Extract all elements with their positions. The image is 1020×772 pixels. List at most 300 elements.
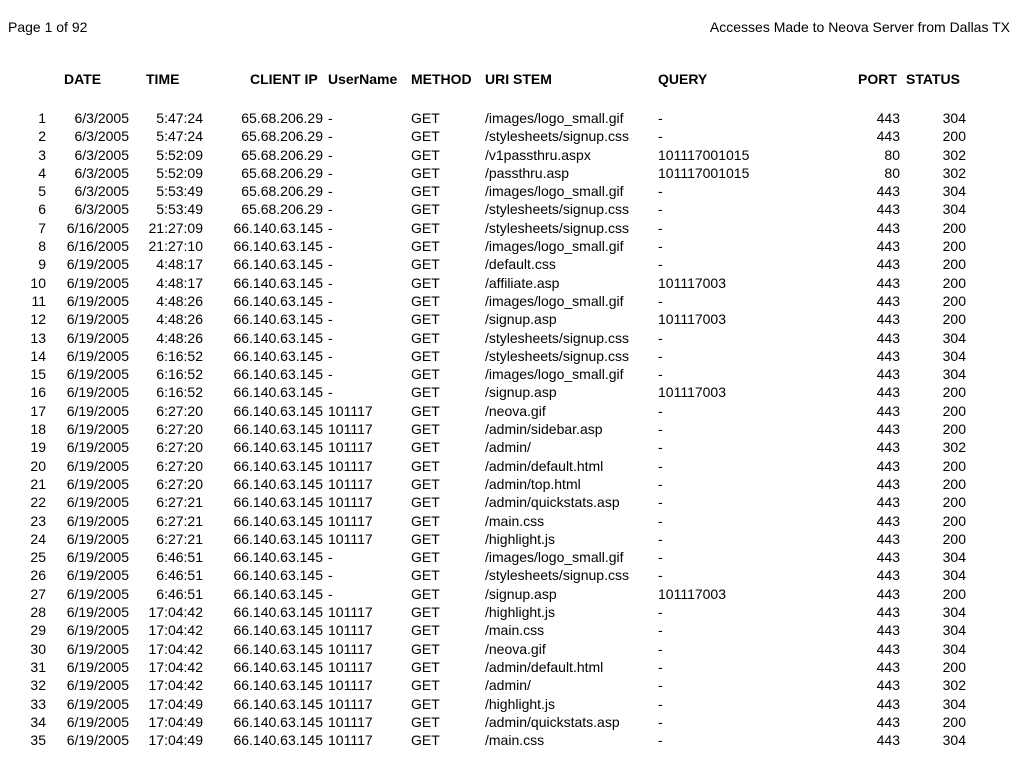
cell-uri-stem: /images/logo_small.gif (485, 238, 624, 255)
cell-query: - (658, 512, 663, 529)
cell-date: 6/19/2005 (66, 421, 129, 438)
cell-time: 4:48:17 (156, 256, 203, 273)
cell-time: 4:48:26 (156, 311, 203, 328)
cell-uri-stem: /admin/ (485, 677, 531, 694)
cell-username: - (328, 384, 333, 401)
cell-client-ip: 66.140.63.145 (233, 402, 323, 419)
table-row (0, 548, 1020, 566)
cell-client-ip: 66.140.63.145 (233, 256, 323, 273)
cell-uri-stem: /signup.asp (485, 311, 557, 328)
row-number: 18 (30, 421, 46, 438)
column-header-client-ip: CLIENT IP (250, 71, 318, 87)
cell-client-ip: 66.140.63.145 (233, 567, 323, 584)
cell-status: 200 (942, 256, 966, 273)
cell-query: - (658, 567, 663, 584)
cell-uri-stem: /stylesheets/signup.css (485, 128, 629, 145)
cell-status: 200 (942, 713, 966, 730)
cell-client-ip: 66.140.63.145 (233, 274, 323, 291)
cell-time: 17:04:42 (148, 640, 203, 657)
cell-client-ip: 66.140.63.145 (233, 347, 323, 364)
cell-port: 443 (876, 329, 900, 346)
access-log-table (0, 109, 1020, 749)
row-number: 12 (30, 311, 46, 328)
cell-query: - (658, 366, 663, 383)
column-header-status: STATUS (906, 71, 960, 87)
cell-port: 443 (876, 713, 900, 730)
table-row (0, 420, 1020, 438)
cell-status: 304 (942, 695, 966, 712)
cell-method: GET (411, 604, 440, 621)
cell-username: 101117 (328, 494, 373, 511)
cell-client-ip: 66.140.63.145 (233, 732, 323, 749)
row-number: 34 (30, 713, 46, 730)
cell-method: GET (411, 732, 440, 749)
cell-time: 6:46:51 (156, 567, 203, 584)
cell-port: 443 (876, 274, 900, 291)
cell-status: 304 (942, 732, 966, 749)
cell-date: 6/19/2005 (66, 457, 129, 474)
cell-time: 5:52:09 (156, 164, 203, 181)
cell-method: GET (411, 128, 440, 145)
cell-username: 101117 (328, 604, 373, 621)
cell-username: 101117 (328, 695, 373, 712)
cell-uri-stem: /signup.asp (485, 585, 557, 602)
cell-status: 200 (942, 274, 966, 291)
cell-uri-stem: /admin/default.html (485, 658, 604, 675)
cell-port: 443 (876, 421, 900, 438)
row-number: 23 (30, 512, 46, 529)
cell-port: 443 (876, 677, 900, 694)
cell-port: 443 (876, 384, 900, 401)
cell-time: 17:04:42 (148, 604, 203, 621)
cell-port: 443 (876, 585, 900, 602)
cell-query: 101117001015 (658, 146, 750, 163)
cell-date: 6/19/2005 (66, 347, 129, 364)
cell-uri-stem: /images/logo_small.gif (485, 549, 624, 566)
cell-time: 21:27:10 (148, 238, 203, 255)
table-row (0, 127, 1020, 145)
cell-time: 5:53:49 (156, 183, 203, 200)
cell-username: - (328, 128, 333, 145)
cell-time: 17:04:42 (148, 658, 203, 675)
cell-time: 21:27:09 (148, 219, 203, 236)
cell-method: GET (411, 238, 440, 255)
table-row (0, 621, 1020, 639)
cell-port: 443 (876, 695, 900, 712)
cell-client-ip: 65.68.206.29 (241, 110, 323, 126)
row-number: 17 (30, 402, 46, 419)
cell-client-ip: 66.140.63.145 (233, 439, 323, 456)
cell-username: 101117 (328, 512, 373, 529)
cell-method: GET (411, 329, 440, 346)
cell-query: - (658, 329, 663, 346)
cell-status: 200 (942, 402, 966, 419)
cell-time: 5:47:24 (156, 110, 203, 126)
cell-username: 101117 (328, 732, 373, 749)
row-number: 5 (38, 183, 46, 200)
cell-port: 443 (876, 549, 900, 566)
row-number: 14 (30, 347, 46, 364)
cell-status: 304 (942, 110, 966, 126)
cell-username: - (328, 219, 333, 236)
table-row (0, 237, 1020, 255)
table-row (0, 658, 1020, 676)
column-headers (0, 71, 1020, 91)
cell-uri-stem: /highlight.js (485, 530, 556, 547)
cell-client-ip: 66.140.63.145 (233, 219, 323, 236)
cell-date: 6/19/2005 (66, 530, 129, 547)
cell-date: 6/19/2005 (66, 512, 129, 529)
cell-port: 443 (876, 311, 900, 328)
cell-status: 304 (942, 201, 966, 218)
cell-uri-stem: /highlight.js (485, 604, 556, 621)
cell-query: - (658, 201, 663, 218)
cell-port: 443 (876, 475, 900, 492)
cell-username: - (328, 146, 333, 163)
table-row (0, 512, 1020, 530)
cell-query: - (658, 256, 663, 273)
cell-query: 101117003 (658, 274, 726, 291)
table-row (0, 493, 1020, 511)
cell-username: - (328, 329, 333, 346)
row-number: 30 (30, 640, 46, 657)
row-number: 3 (38, 146, 46, 163)
table-row (0, 383, 1020, 401)
cell-port: 443 (876, 658, 900, 675)
cell-query: - (658, 604, 663, 621)
table-row (0, 182, 1020, 200)
cell-uri-stem: /admin/default.html (485, 457, 604, 474)
cell-method: GET (411, 622, 440, 639)
cell-client-ip: 66.140.63.145 (233, 585, 323, 602)
row-number: 25 (30, 549, 46, 566)
cell-method: GET (411, 201, 440, 218)
table-row (0, 109, 1020, 127)
cell-port: 443 (876, 110, 900, 126)
row-number: 16 (30, 384, 46, 401)
cell-status: 200 (942, 530, 966, 547)
cell-port: 443 (876, 567, 900, 584)
cell-status: 200 (942, 658, 966, 675)
cell-client-ip: 65.68.206.29 (241, 128, 323, 145)
cell-status: 304 (942, 640, 966, 657)
cell-client-ip: 66.140.63.145 (233, 457, 323, 474)
cell-username: 101117 (328, 622, 373, 639)
cell-method: GET (411, 695, 440, 712)
cell-time: 6:27:20 (156, 475, 203, 492)
cell-method: GET (411, 421, 440, 438)
cell-client-ip: 66.140.63.145 (233, 311, 323, 328)
cell-query: - (658, 530, 663, 547)
cell-date: 6/3/2005 (74, 201, 129, 218)
cell-status: 302 (942, 677, 966, 694)
column-header-username: UserName (328, 71, 398, 87)
cell-username: - (328, 366, 333, 383)
cell-status: 200 (942, 238, 966, 255)
cell-method: GET (411, 439, 440, 456)
cell-method: GET (411, 183, 440, 200)
cell-client-ip: 66.140.63.145 (233, 384, 323, 401)
cell-username: 101117 (328, 402, 373, 419)
cell-uri-stem: /main.css (485, 512, 545, 529)
cell-username: - (328, 164, 333, 181)
cell-time: 6:46:51 (156, 549, 203, 566)
table-row (0, 438, 1020, 456)
cell-username: 101117 (328, 530, 373, 547)
cell-status: 200 (942, 512, 966, 529)
cell-client-ip: 66.140.63.145 (233, 530, 323, 547)
cell-username: - (328, 256, 333, 273)
cell-uri-stem: /admin/ (485, 439, 531, 456)
cell-client-ip: 66.140.63.145 (233, 292, 323, 309)
table-row (0, 200, 1020, 218)
cell-username: 101117 (328, 713, 373, 730)
cell-username: 101117 (328, 475, 373, 492)
cell-username: - (328, 238, 333, 255)
cell-time: 5:52:09 (156, 146, 203, 163)
cell-method: GET (411, 164, 440, 181)
cell-query: - (658, 439, 663, 456)
cell-uri-stem: /signup.asp (485, 384, 557, 401)
cell-method: GET (411, 366, 440, 383)
cell-client-ip: 65.68.206.29 (241, 164, 323, 181)
cell-client-ip: 66.140.63.145 (233, 677, 323, 694)
cell-time: 17:04:42 (148, 622, 203, 639)
cell-time: 6:46:51 (156, 585, 203, 602)
cell-date: 6/16/2005 (66, 219, 129, 236)
cell-username: 101117 (328, 439, 373, 456)
cell-port: 443 (876, 238, 900, 255)
cell-status: 304 (942, 329, 966, 346)
row-number: 15 (30, 366, 46, 383)
row-number: 10 (30, 274, 46, 291)
cell-username: 101117 (328, 457, 373, 474)
cell-port: 443 (876, 183, 900, 200)
cell-uri-stem: /images/logo_small.gif (485, 110, 624, 126)
cell-date: 6/19/2005 (66, 677, 129, 694)
column-header-port: PORT (858, 71, 897, 87)
cell-uri-stem: /passthru.asp (485, 164, 570, 181)
cell-username: - (328, 183, 333, 200)
cell-query: - (658, 402, 663, 419)
cell-uri-stem: /stylesheets/signup.css (485, 329, 629, 346)
cell-time: 5:47:24 (156, 128, 203, 145)
cell-time: 6:27:20 (156, 457, 203, 474)
cell-username: - (328, 549, 333, 566)
table-row (0, 146, 1020, 164)
cell-port: 443 (876, 347, 900, 364)
cell-uri-stem: /default.css (485, 256, 556, 273)
cell-query: - (658, 677, 663, 694)
table-row (0, 640, 1020, 658)
table-row (0, 585, 1020, 603)
cell-port: 443 (876, 732, 900, 749)
cell-client-ip: 66.140.63.145 (233, 549, 323, 566)
cell-uri-stem: /highlight.js (485, 695, 556, 712)
cell-date: 6/19/2005 (66, 311, 129, 328)
cell-date: 6/19/2005 (66, 494, 129, 511)
row-number: 32 (30, 677, 46, 694)
cell-method: GET (411, 457, 440, 474)
table-row (0, 255, 1020, 273)
cell-date: 6/19/2005 (66, 640, 129, 657)
cell-date: 6/19/2005 (66, 567, 129, 584)
table-row (0, 329, 1020, 347)
cell-query: 101117001015 (658, 164, 750, 181)
report-title: Accesses Made to Neova Server from Dallas TX (709, 19, 1010, 35)
cell-date: 6/19/2005 (66, 402, 129, 419)
cell-query: - (658, 640, 663, 657)
cell-uri-stem: /stylesheets/signup.css (485, 201, 629, 218)
table-row (0, 695, 1020, 713)
cell-client-ip: 66.140.63.145 (233, 238, 323, 255)
cell-query: - (658, 732, 663, 749)
cell-uri-stem: /admin/top.html (485, 475, 581, 492)
cell-client-ip: 66.140.63.145 (233, 622, 323, 639)
cell-date: 6/19/2005 (66, 366, 129, 383)
cell-status: 200 (942, 494, 966, 511)
cell-time: 6:16:52 (156, 347, 203, 364)
cell-query: - (658, 475, 663, 492)
cell-time: 6:27:21 (156, 494, 203, 511)
cell-username: 101117 (328, 677, 373, 694)
cell-client-ip: 66.140.63.145 (233, 329, 323, 346)
cell-date: 6/3/2005 (74, 164, 129, 181)
cell-status: 302 (942, 439, 966, 456)
table-row (0, 676, 1020, 694)
cell-query: - (658, 238, 663, 255)
cell-username: - (328, 292, 333, 309)
table-row (0, 603, 1020, 621)
table-row (0, 310, 1020, 328)
cell-date: 6/19/2005 (66, 695, 129, 712)
cell-method: GET (411, 219, 440, 236)
cell-port: 443 (876, 256, 900, 273)
row-number: 2 (38, 128, 46, 145)
cell-date: 6/19/2005 (66, 292, 129, 309)
cell-date: 6/19/2005 (66, 585, 129, 602)
cell-uri-stem: /affiliate.asp (485, 274, 560, 291)
cell-method: GET (411, 146, 440, 163)
table-row (0, 731, 1020, 749)
cell-status: 200 (942, 457, 966, 474)
cell-status: 302 (942, 164, 966, 181)
cell-client-ip: 66.140.63.145 (233, 640, 323, 657)
cell-username: - (328, 110, 333, 126)
cell-uri-stem: /admin/quickstats.asp (485, 494, 620, 511)
page-number: Page 1 of 92 (8, 19, 88, 35)
cell-date: 6/19/2005 (66, 732, 129, 749)
row-number: 4 (38, 164, 46, 181)
cell-time: 5:53:49 (156, 201, 203, 218)
cell-method: GET (411, 567, 440, 584)
cell-time: 6:27:20 (156, 439, 203, 456)
cell-port: 443 (876, 366, 900, 383)
cell-query: - (658, 713, 663, 730)
cell-method: GET (411, 475, 440, 492)
row-number: 22 (30, 494, 46, 511)
row-number: 19 (30, 439, 46, 456)
cell-status: 304 (942, 622, 966, 639)
row-number: 28 (30, 604, 46, 621)
table-row (0, 402, 1020, 420)
cell-port: 443 (876, 439, 900, 456)
cell-uri-stem: /images/logo_small.gif (485, 183, 624, 200)
cell-query: - (658, 622, 663, 639)
cell-time: 6:27:20 (156, 421, 203, 438)
cell-date: 6/19/2005 (66, 713, 129, 730)
row-number: 13 (30, 329, 46, 346)
table-row (0, 292, 1020, 310)
column-header-time: TIME (146, 71, 180, 87)
cell-username: - (328, 347, 333, 364)
cell-method: GET (411, 677, 440, 694)
cell-username: 101117 (328, 640, 373, 657)
row-number: 1 (38, 110, 46, 126)
cell-method: GET (411, 512, 440, 529)
cell-date: 6/19/2005 (66, 329, 129, 346)
cell-uri-stem: /neova.gif (485, 640, 546, 657)
cell-status: 304 (942, 604, 966, 621)
row-number: 8 (38, 238, 46, 255)
cell-time: 6:16:52 (156, 384, 203, 401)
cell-time: 4:48:26 (156, 292, 203, 309)
cell-status: 304 (942, 183, 966, 200)
cell-port: 443 (876, 640, 900, 657)
cell-method: GET (411, 494, 440, 511)
cell-status: 304 (942, 549, 966, 566)
cell-time: 17:04:42 (148, 677, 203, 694)
cell-date: 6/3/2005 (74, 110, 129, 126)
cell-date: 6/19/2005 (66, 475, 129, 492)
cell-date: 6/19/2005 (66, 274, 129, 291)
cell-time: 6:27:21 (156, 512, 203, 529)
cell-client-ip: 66.140.63.145 (233, 421, 323, 438)
cell-port: 443 (876, 512, 900, 529)
cell-client-ip: 65.68.206.29 (241, 183, 323, 200)
cell-query: - (658, 110, 663, 126)
cell-date: 6/3/2005 (74, 128, 129, 145)
cell-uri-stem: /stylesheets/signup.css (485, 567, 629, 584)
cell-date: 6/19/2005 (66, 549, 129, 566)
cell-method: GET (411, 402, 440, 419)
cell-status: 200 (942, 219, 966, 236)
cell-uri-stem: /v1passthru.aspx (485, 146, 591, 163)
cell-status: 200 (942, 475, 966, 492)
row-number: 35 (30, 732, 46, 749)
row-number: 7 (38, 219, 46, 236)
row-number: 11 (31, 292, 46, 309)
cell-client-ip: 66.140.63.145 (233, 512, 323, 529)
cell-date: 6/3/2005 (74, 183, 129, 200)
cell-uri-stem: /stylesheets/signup.css (485, 347, 629, 364)
cell-client-ip: 66.140.63.145 (233, 494, 323, 511)
cell-query: 101117003 (658, 311, 726, 328)
cell-query: - (658, 658, 663, 675)
cell-method: GET (411, 585, 440, 602)
cell-date: 6/16/2005 (66, 238, 129, 255)
cell-status: 304 (942, 347, 966, 364)
table-row (0, 530, 1020, 548)
row-number: 33 (30, 695, 46, 712)
cell-port: 443 (876, 457, 900, 474)
cell-method: GET (411, 347, 440, 364)
cell-query: - (658, 549, 663, 566)
cell-client-ip: 65.68.206.29 (241, 201, 323, 218)
cell-time: 17:04:49 (148, 695, 203, 712)
cell-date: 6/19/2005 (66, 439, 129, 456)
table-row (0, 365, 1020, 383)
